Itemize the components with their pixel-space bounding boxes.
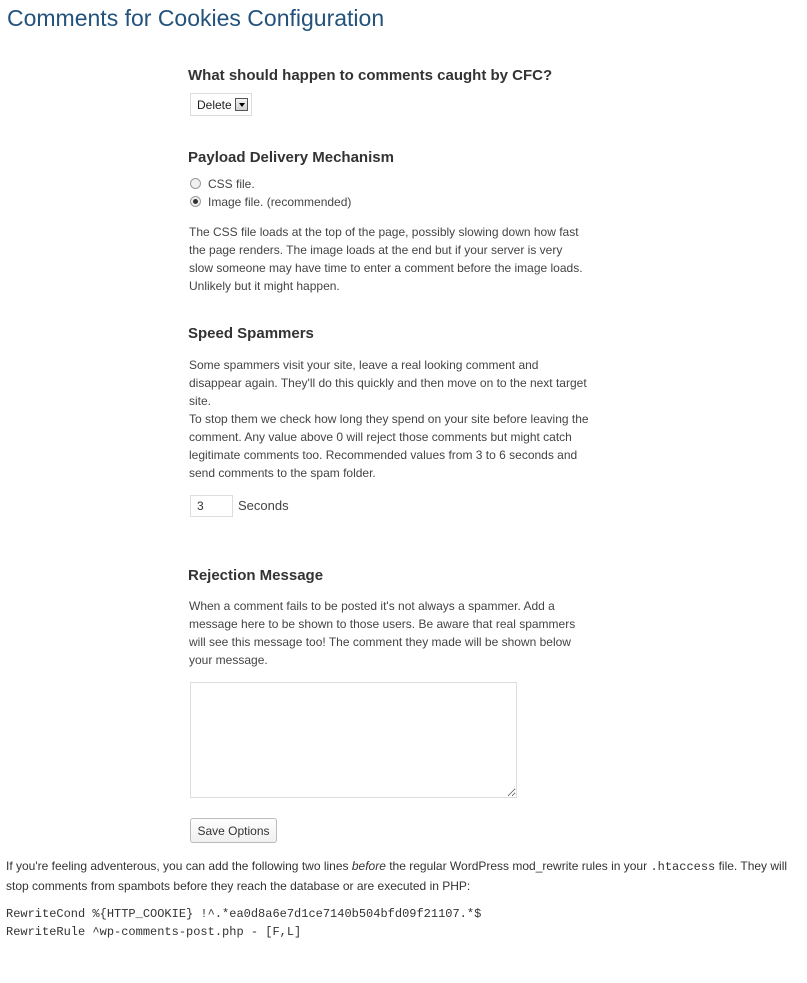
radio-button[interactable] xyxy=(190,178,201,189)
caught-comments-heading: What should happen to comments caught by CFC? xyxy=(188,67,553,84)
radio-label: CSS file. xyxy=(208,177,255,191)
htaccess-code: .htaccess xyxy=(650,860,716,874)
advice-text: the regular WordPress mod_rewrite rules in your xyxy=(385,859,651,873)
seconds-label: Seconds xyxy=(238,498,289,513)
speed-description-2: To stop them we check how long they spend on your site before leaving the comment. Any value above 0 will reject those comments but might catch legitimate comments too. Recommended values from 3 to 6 seconds and send comments to the spam folder. xyxy=(189,412,589,480)
save-options-button[interactable]: Save Options xyxy=(190,818,277,843)
advice-text: file. They will stop comments from spambots before they reach the database or are executed in PHP: xyxy=(6,859,788,893)
rejection-description: When a comment fails to be posted it's not always a spammer. Add a message here to be shown to those users. Be aware that real spammers will see this message too! The comment they made will be shown below your message. xyxy=(189,599,576,667)
page-title: Comments for Cookies Configuration xyxy=(7,5,385,31)
rejection-heading: Rejection Message xyxy=(188,567,324,584)
speed-description: Some spammers visit your site, leave a real looking comment and disappear again. They'll do this quickly and then move on to the next target site. xyxy=(189,358,587,408)
rewrite-rule-line: RewriteRule ^wp-comments-post.php - [F,L] xyxy=(6,925,302,939)
radio-label: Image file. (recommended) xyxy=(208,195,352,209)
radio-button-checked[interactable] xyxy=(190,196,201,207)
rewrite-rules xyxy=(6,905,481,941)
advice-text: If you're feeling adventerous, you can add the following two lines xyxy=(6,859,352,873)
payload-description: The CSS file loads at the top of the page, possibly slowing down how fast the page renders. The image loads at the end but if your server is very slow someone may have time to enter a comment before the image loads. Unlikely but it might happen. xyxy=(189,225,583,293)
htaccess-advice xyxy=(6,857,796,896)
advice-emphasis: before xyxy=(351,859,386,873)
caught-comments-select[interactable] xyxy=(190,93,252,116)
payload-heading: Payload Delivery Mechanism xyxy=(188,149,394,166)
rejection-message-textarea[interactable] xyxy=(190,682,517,798)
speed-heading: Speed Spammers xyxy=(188,325,314,342)
select-value: Delete xyxy=(197,98,232,112)
rewrite-rule-line: RewriteCond %{HTTP_COOKIE} !^.*ea0d8a6e7d1ce7140b504bfd09f21107.*$ xyxy=(6,907,482,921)
chevron-down-icon[interactable] xyxy=(235,98,248,111)
seconds-input[interactable] xyxy=(190,495,233,517)
